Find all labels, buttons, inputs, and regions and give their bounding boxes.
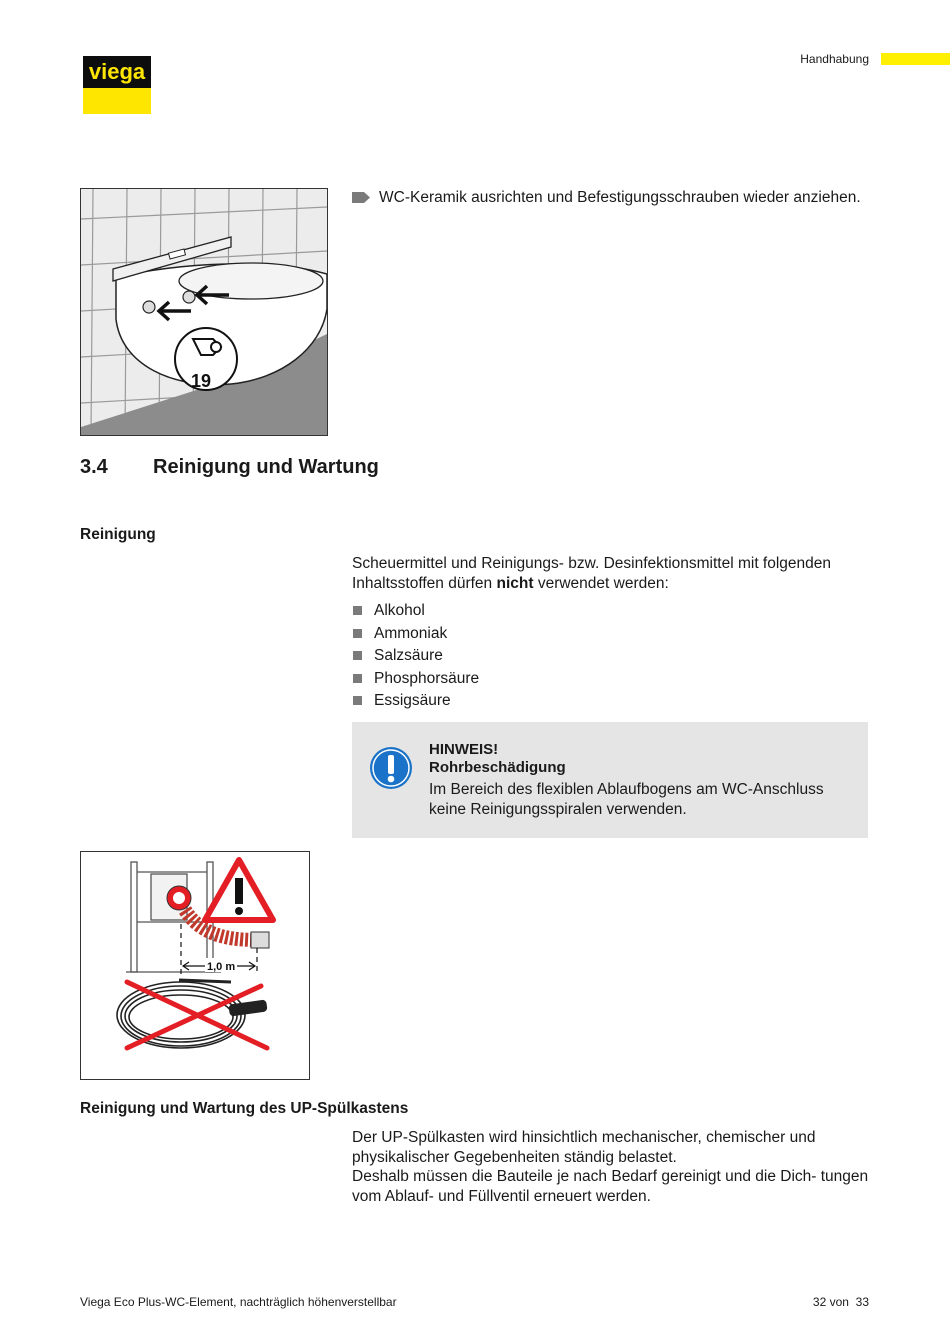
no-cleaning-spiral-illustration: [80, 851, 310, 1080]
arrow-right-icon: [352, 192, 370, 203]
footer-document-title: Viega Eco Plus-WC-Element, nachträglich höhenverstellbar: [80, 1295, 397, 1309]
forbidden-substances-list: [352, 601, 872, 714]
cistern-paragraph-1: Der UP-Spülkasten wird hinsichtlich mechanischer, chemischer und physikalischer Gegebenheiten ständig belastet.: [352, 1129, 816, 1166]
cleaning-intro: [352, 554, 872, 593]
list-item-label: Ammoniak: [374, 624, 448, 642]
section-number: 3.4: [80, 456, 108, 478]
cistern-paragraph-2: Deshalb müssen die Bauteile je nach Bedarf gereinigt und die Dich- tungen vom Ablauf- und Füllventil erneuert werden.: [352, 1168, 869, 1205]
list-item: [352, 646, 872, 669]
viega-logo: [83, 56, 151, 114]
list-item: [352, 601, 872, 624]
section-title: Reinigung und Wartung: [153, 456, 379, 478]
footer-page-number: [813, 1295, 869, 1309]
bullet-square-icon: [353, 606, 362, 615]
intro-text-end: verwendet werden:: [533, 574, 669, 592]
wrench-size-label: 19: [191, 371, 212, 391]
list-item-label: Phosphorsäure: [374, 669, 480, 687]
intro-text-start: Scheuermittel und Reinigungs- bzw. Desinfektionsmittel mit folgenden Inhaltsstoffen dürfen: [352, 555, 832, 592]
subheading-cistern: Reinigung und Wartung des UP-Spülkastens: [80, 1100, 409, 1117]
list-item: [352, 691, 872, 714]
list-item: [352, 669, 872, 692]
page-total: 33: [855, 1295, 869, 1309]
notice-title: Rohrbeschädigung: [429, 759, 566, 776]
header-section-label: Handhabung: [800, 52, 869, 66]
cistern-paragraph: [352, 1128, 872, 1206]
intro-emphasis: nicht: [496, 574, 534, 592]
list-item: [352, 624, 872, 647]
wc-mounting-drawing: [81, 189, 327, 435]
section-heading: [80, 456, 379, 479]
bullet-square-icon: [353, 674, 362, 683]
notice-box: [352, 722, 868, 838]
list-item-label: Salzsäure: [374, 647, 443, 664]
step-text: WC-Keramik ausrichten und Befestigungsschrauben wieder anziehen.: [379, 189, 861, 206]
bullet-square-icon: [353, 651, 362, 660]
info-exclamation-icon: [369, 746, 413, 790]
list-item-label: Alkohol: [374, 602, 425, 619]
logo-wordmark: viega: [88, 59, 146, 84]
bullet-square-icon: [353, 696, 362, 705]
subheading-cleaning: Reinigung: [80, 526, 156, 543]
notice-text: Im Bereich des flexiblen Ablaufbogens am WC-Anschluss keine Reinigungsspiralen verwenden.: [429, 781, 824, 818]
wc-mounting-illustration: [80, 188, 328, 436]
notice-label: HINWEIS!: [429, 741, 499, 758]
warning-drawing: [81, 852, 309, 1079]
page-current: 32: [812, 1295, 827, 1309]
page-separator: von: [829, 1295, 849, 1309]
header-accent-bar: [881, 53, 950, 65]
list-item-label: Essigsäure: [374, 692, 451, 709]
bullet-square-icon: [353, 629, 362, 638]
distance-label: 1,0 m: [207, 961, 236, 973]
